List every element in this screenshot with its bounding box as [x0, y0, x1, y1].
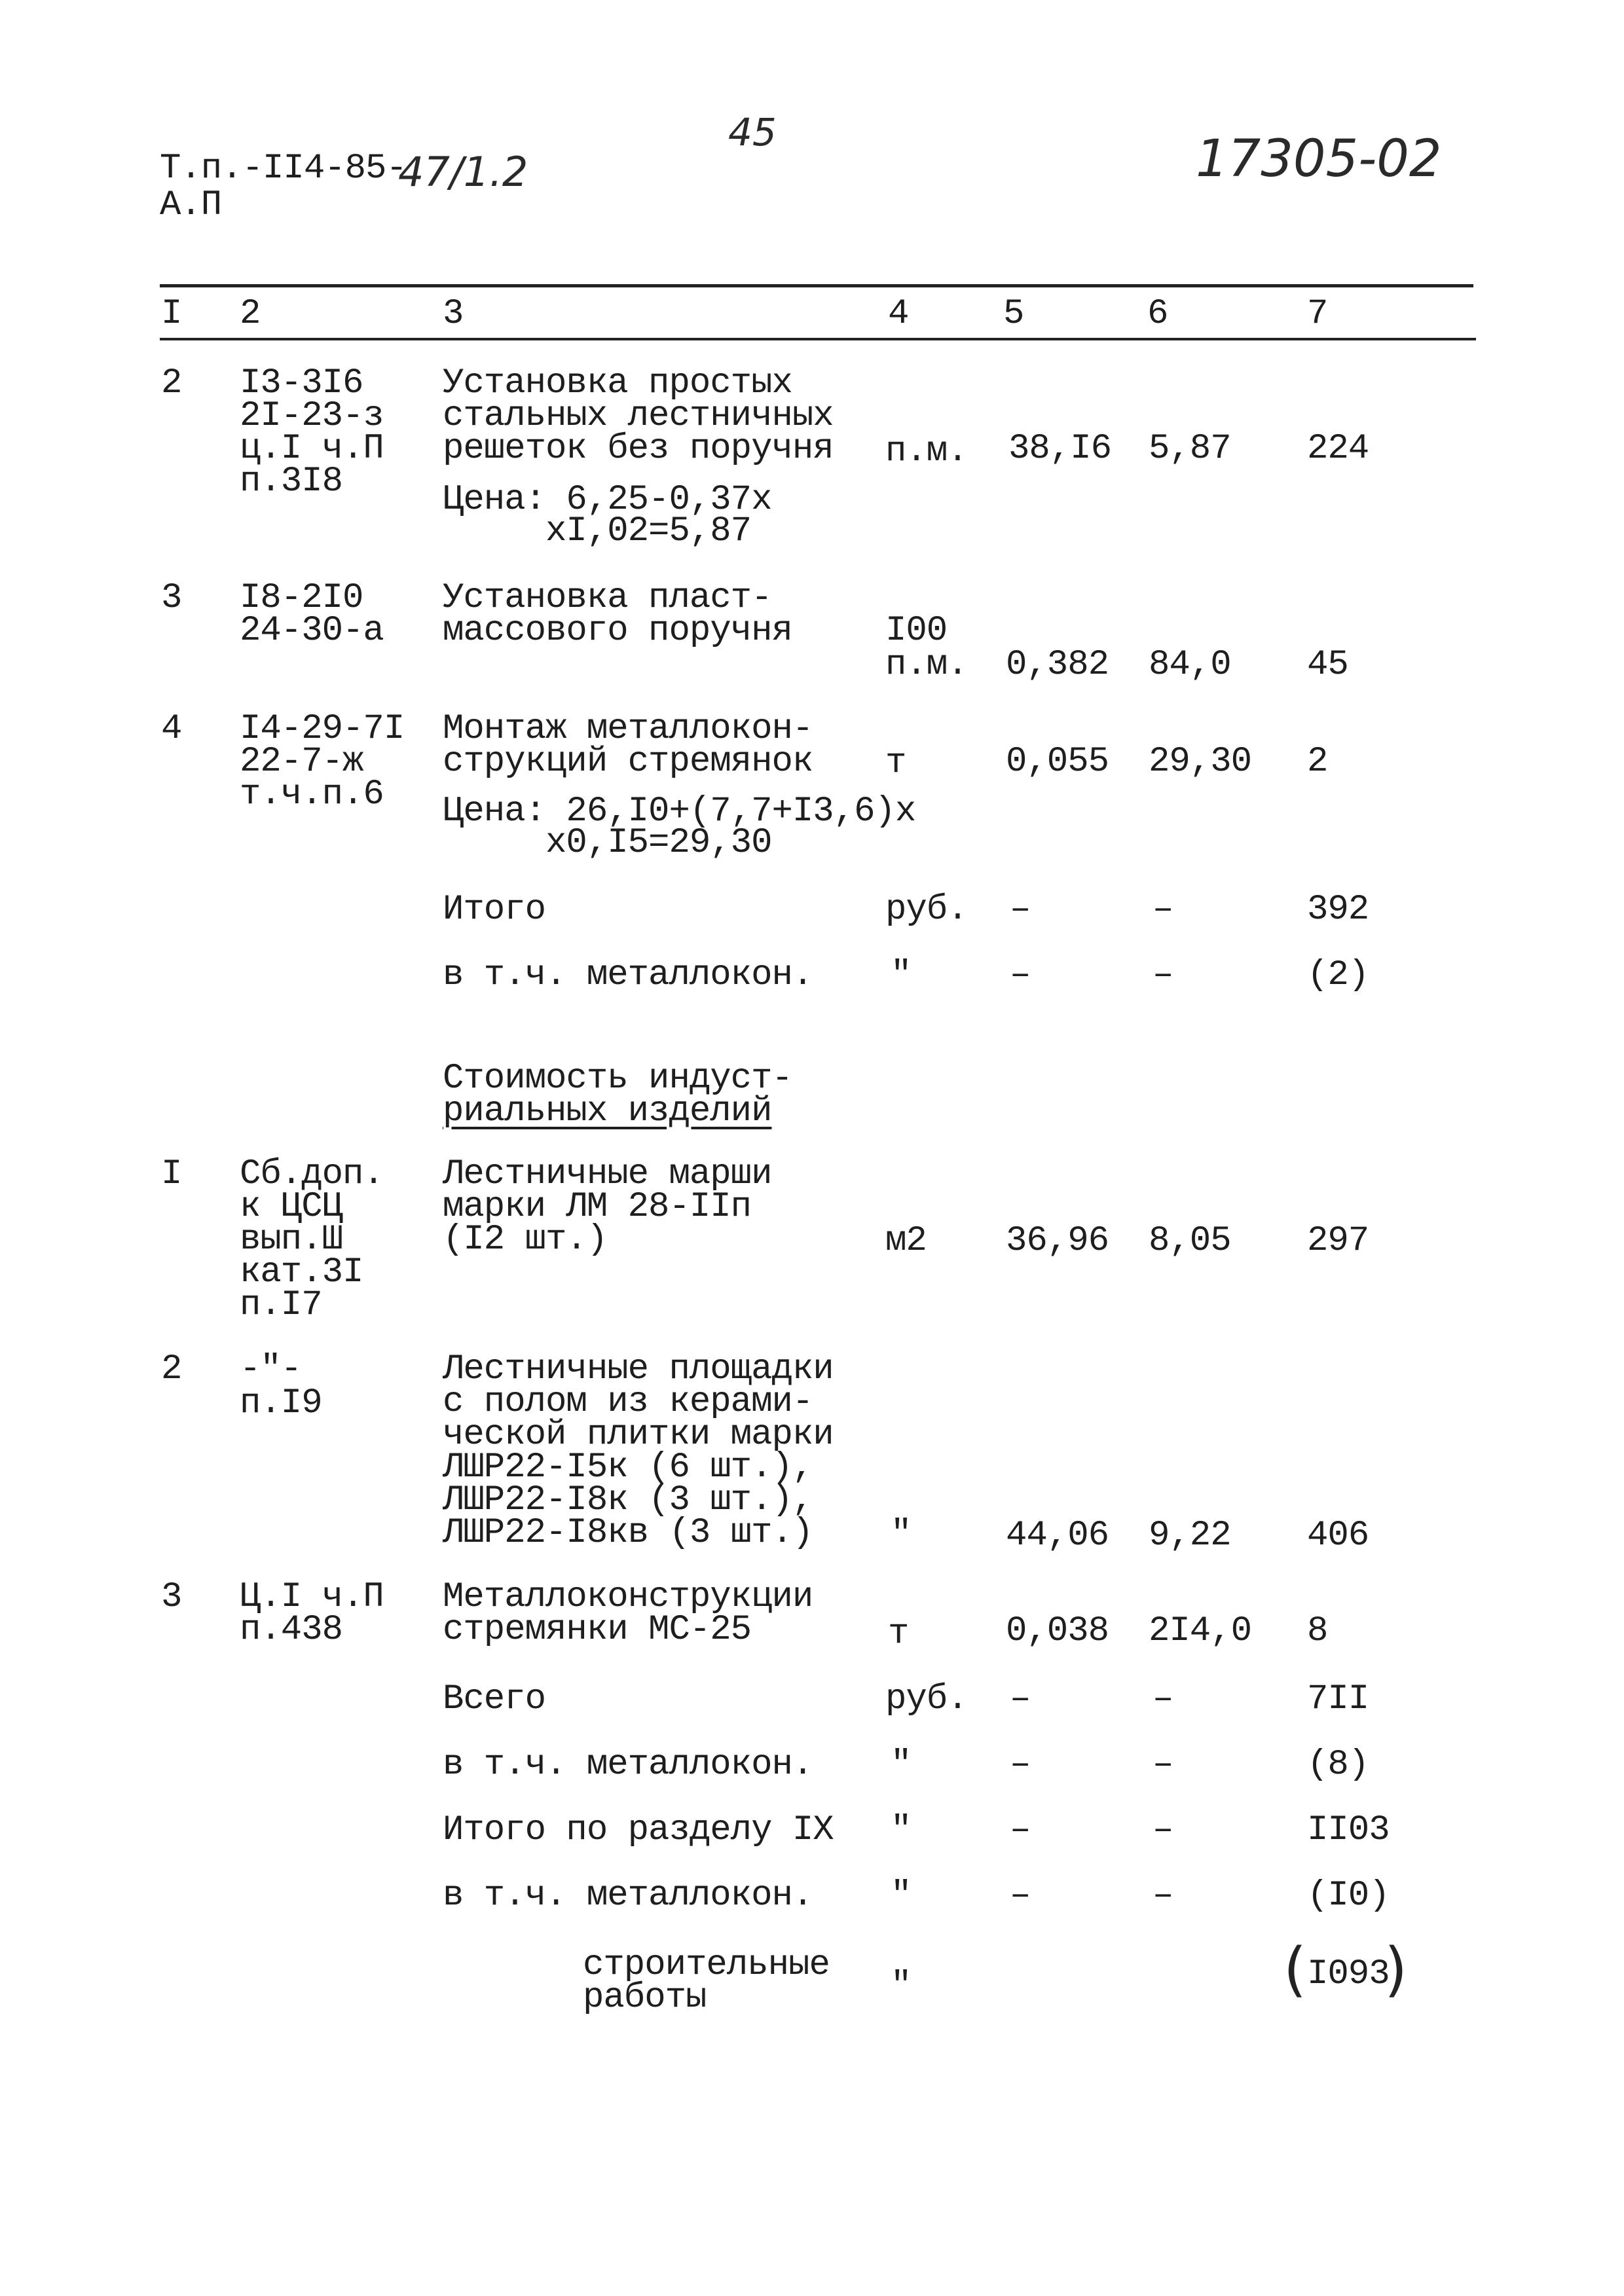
- price-formula: Цена: 26,I0+(7,7+I3,6)х: [443, 792, 916, 831]
- unit: т: [888, 1614, 909, 1654]
- unit: руб.: [885, 890, 968, 930]
- quantity: –: [1010, 1745, 1031, 1785]
- item-description: с полом из керами-: [443, 1382, 813, 1422]
- item-description: массового поручня: [443, 611, 792, 651]
- unit-cost: 8,05: [1149, 1221, 1231, 1261]
- column-header-2: 2: [240, 294, 261, 334]
- norm-code: п.I7: [240, 1285, 322, 1325]
- norm-code: Сб.доп.: [240, 1154, 384, 1194]
- unit-cost: 29,30: [1149, 742, 1252, 782]
- norm-code: I8-2I0: [240, 578, 363, 618]
- ditto-mark: ": [891, 1966, 912, 2006]
- ditto-mark: ": [891, 1876, 912, 1916]
- quantity: –: [1010, 1679, 1031, 1719]
- item-description: Металлоконструкции: [443, 1577, 813, 1617]
- ditto-mark: ": [891, 1514, 912, 1554]
- quantity: –: [1010, 890, 1031, 930]
- total-cost: (I0): [1307, 1876, 1390, 1916]
- quantity: 38,I6: [1008, 429, 1112, 469]
- quantity: 44,06: [1006, 1516, 1109, 1556]
- subtotal-label: в т.ч. металлокон.: [443, 955, 813, 995]
- item-description: марки ЛМ 28-IIп: [443, 1187, 752, 1227]
- norm-code: п.I9: [240, 1383, 322, 1423]
- norm-code: 22-7-ж: [240, 742, 363, 782]
- item-description: решеток без поручня: [443, 429, 834, 469]
- norm-code: -"-: [240, 1349, 302, 1389]
- column-header-6: 6: [1147, 294, 1168, 334]
- item-description: ЛШР22-I5к (6 шт.),: [443, 1448, 813, 1487]
- item-description: Установка пласт-: [443, 578, 772, 618]
- unit-cost: 84,0: [1149, 645, 1231, 685]
- unit-cost: –: [1153, 1745, 1173, 1785]
- unit-cost: 9,22: [1149, 1516, 1231, 1556]
- unit-cost: –: [1153, 1876, 1173, 1916]
- total-cost: 8: [1307, 1611, 1328, 1651]
- quantity: –: [1010, 1810, 1031, 1850]
- item-description: струкций стремянок: [443, 742, 813, 782]
- subtotal-label: Всего: [443, 1679, 546, 1719]
- norm-code: ц.I ч.П: [240, 429, 384, 469]
- norm-code: 24-30-а: [240, 611, 384, 651]
- total-cost: 224: [1307, 429, 1369, 469]
- norm-code: вып.Ш: [240, 1220, 343, 1260]
- unit: м2: [885, 1221, 927, 1261]
- section-title: риальных изделий: [443, 1091, 772, 1131]
- quantity: 36,96: [1006, 1221, 1109, 1261]
- total-cost: 406: [1307, 1516, 1369, 1556]
- item-description: ЛШР22-I8кв (3 шт.): [443, 1513, 813, 1553]
- item-description: стальных лестничных: [443, 396, 834, 436]
- column-header-5: 5: [1003, 294, 1024, 334]
- quantity: 0,038: [1006, 1611, 1109, 1651]
- unit-cost: 2I4,0: [1149, 1611, 1252, 1651]
- total-cost: (2): [1307, 955, 1369, 995]
- unit-cost: 5,87: [1149, 429, 1231, 469]
- column-header-4: 4: [888, 294, 909, 334]
- ditto-mark: ": [891, 1810, 912, 1850]
- norm-code: т.ч.п.6: [240, 774, 384, 814]
- norm-code: кат.3I: [240, 1252, 363, 1292]
- subtotal-label: строительные: [583, 1945, 830, 1985]
- table-top-rule: [160, 284, 1473, 287]
- item-description: Лестничные площадки: [443, 1349, 834, 1389]
- unit-cost: –: [1153, 890, 1173, 930]
- document-album: А.П: [160, 185, 222, 225]
- norm-code: к ЦСЦ: [240, 1187, 343, 1227]
- row-number: 3: [161, 1577, 182, 1617]
- right-parenthesis: ): [1384, 1935, 1408, 2004]
- total-cost: 392: [1307, 890, 1369, 930]
- table-header-rule: [160, 338, 1476, 340]
- subtotal-label: Итого по разделу IX: [443, 1810, 834, 1850]
- unit: I00 п.м.: [885, 611, 968, 685]
- item-description: ческой плитки марки: [443, 1415, 834, 1455]
- unit: т: [885, 743, 906, 783]
- item-description: Монтаж металлокон-: [443, 709, 813, 749]
- row-number: 4: [161, 709, 182, 749]
- column-header-1: I: [161, 294, 182, 334]
- item-description: Установка простых: [443, 363, 792, 403]
- ditto-mark: ": [891, 955, 912, 995]
- section-title: Стоимость индуст-: [443, 1059, 792, 1099]
- column-header-7: 7: [1307, 294, 1328, 334]
- ditto-mark: ": [891, 1745, 912, 1785]
- total-cost: 45: [1307, 645, 1348, 685]
- item-description: Лестничные марши: [443, 1154, 772, 1194]
- total-cost: II03: [1307, 1810, 1390, 1850]
- quantity: 0,055: [1006, 742, 1109, 782]
- document-code: 17305-02: [1196, 130, 1442, 189]
- quantity: –: [1010, 955, 1031, 995]
- norm-code: Ц.I ч.П: [240, 1577, 384, 1617]
- quantity: –: [1010, 1876, 1031, 1916]
- item-description: стремянки МС-25: [443, 1610, 752, 1650]
- document-designation-handwritten: 47/1.2: [398, 148, 528, 196]
- row-number: 2: [161, 1349, 182, 1389]
- row-number: 2: [161, 363, 182, 403]
- norm-code: I4-29-7I: [240, 709, 405, 749]
- price-formula: х0,I5=29,30: [443, 823, 772, 863]
- quantity: 0,382: [1006, 645, 1109, 685]
- document-designation: Т.п.-II4-85-: [160, 149, 407, 189]
- row-number: I: [161, 1154, 182, 1194]
- column-header-3: 3: [443, 294, 464, 334]
- price-formula: Цена: 6,25-0,37х: [443, 480, 772, 520]
- norm-code: I3-3I6: [240, 363, 363, 403]
- total-cost: 7II: [1307, 1679, 1369, 1719]
- unit: п.м.: [885, 431, 968, 471]
- item-description: ЛШР22-I8к (3 шт.),: [443, 1480, 813, 1520]
- norm-code: 2I-23-з: [240, 396, 384, 436]
- page-number: 45: [728, 110, 777, 155]
- left-parenthesis: (: [1283, 1935, 1307, 2004]
- unit-cost: –: [1153, 955, 1173, 995]
- subtotal-label: Итого: [443, 890, 546, 930]
- price-formula: хI,02=5,87: [443, 511, 752, 551]
- norm-code: п.438: [240, 1610, 343, 1650]
- item-description: (I2 шт.): [443, 1220, 608, 1260]
- unit-cost: –: [1153, 1810, 1173, 1850]
- subtotal-label: работы: [583, 1978, 707, 2018]
- norm-code: п.3I8: [240, 462, 343, 501]
- subtotal-label: в т.ч. металлокон.: [443, 1876, 813, 1916]
- subtotal-label: в т.ч. металлокон.: [443, 1745, 813, 1785]
- unit: руб.: [885, 1679, 968, 1719]
- total-cost: I093: [1307, 1954, 1390, 1994]
- unit-cost: –: [1153, 1679, 1173, 1719]
- row-number: 3: [161, 578, 182, 618]
- total-cost: 297: [1307, 1221, 1369, 1261]
- total-cost: 2: [1307, 742, 1328, 782]
- total-cost: (8): [1307, 1745, 1369, 1785]
